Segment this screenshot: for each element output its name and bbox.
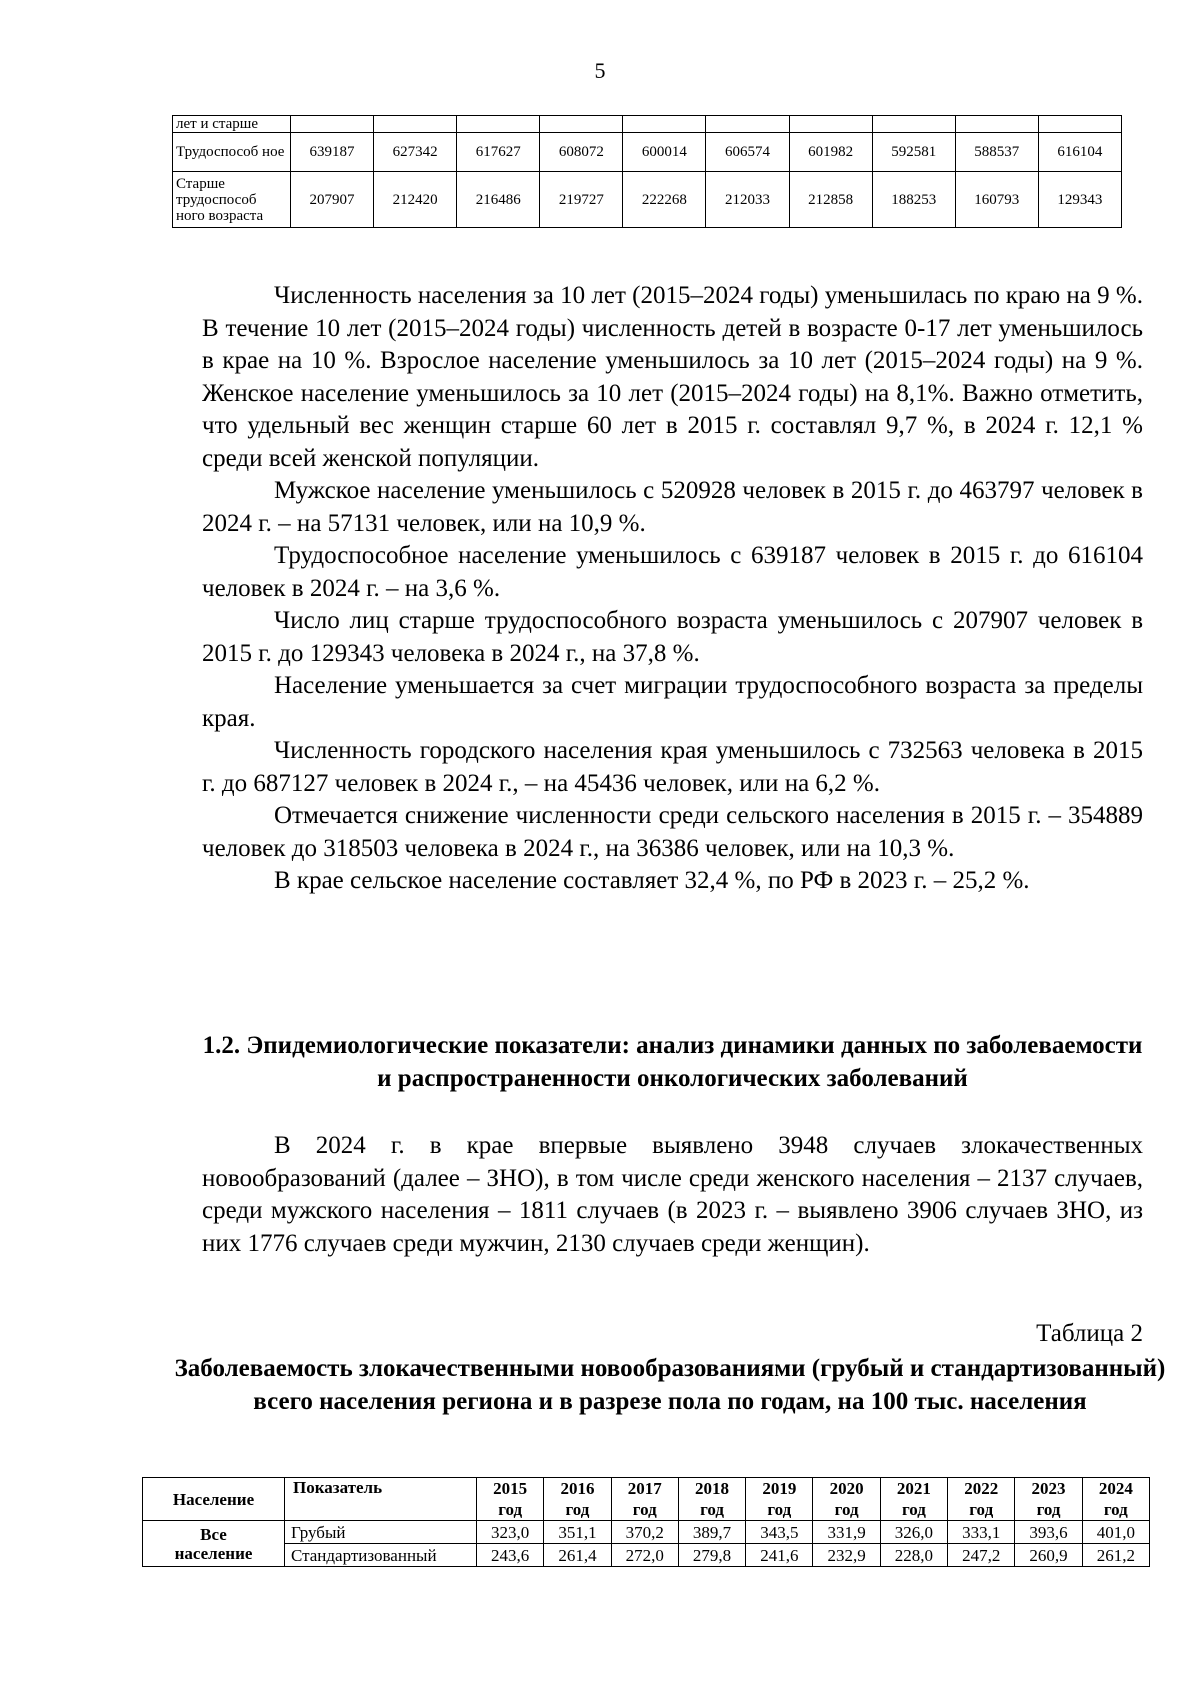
year-value: 2020 (829, 1479, 864, 1498)
group-label-line2: население (174, 1543, 253, 1563)
year-value: 2015 (493, 1479, 528, 1498)
table-cell (623, 116, 706, 133)
table-cell: 608072 (540, 133, 623, 172)
table-label: Таблица 2 (1036, 1320, 1143, 1347)
population-table (172, 115, 1122, 228)
year-suffix: год (1103, 1500, 1128, 1519)
body-text (202, 280, 1143, 898)
table-cell: 232,9 (813, 1544, 880, 1567)
table-cell: 616104 (1038, 133, 1121, 172)
header-indicator: Показатель (285, 1478, 477, 1521)
table-cell: 323,0 (477, 1521, 544, 1544)
table-cell: 260,9 (1015, 1544, 1082, 1567)
table-cell: 592581 (872, 133, 955, 172)
year-header (880, 1478, 947, 1521)
year-header (1082, 1478, 1149, 1521)
year-header (611, 1478, 678, 1521)
table-cell: 393,6 (1015, 1521, 1082, 1544)
year-suffix: год (767, 1500, 792, 1519)
group-label-line1: Все (200, 1524, 227, 1544)
table-cell: 272,0 (611, 1544, 678, 1567)
year-value: 2023 (1031, 1479, 1066, 1498)
year-suffix: год (565, 1500, 590, 1519)
table-cell: 279,8 (678, 1544, 745, 1567)
table-cell: 207907 (291, 172, 374, 228)
paragraph: Отмечается снижение численности среди сельского населения в 2015 г. – 354889 человек до 318503 человека в 2024 г., на 36386 человек, или на 10,3 %. (202, 802, 1143, 862)
table-row (143, 1521, 1150, 1544)
year-value: 2019 (762, 1479, 797, 1498)
incidence-table (142, 1477, 1150, 1567)
row-label: Старше трудоспособ ного возраста (173, 172, 291, 228)
table-cell: 228,0 (880, 1544, 947, 1567)
table-cell: 160793 (955, 172, 1038, 228)
table-row (173, 116, 1122, 133)
table-cell: 401,0 (1082, 1521, 1149, 1544)
table-cell: 588537 (955, 133, 1038, 172)
year-suffix: год (901, 1500, 926, 1519)
year-suffix: год (834, 1500, 859, 1519)
table-cell: 331,9 (813, 1521, 880, 1544)
section-text (202, 1130, 1143, 1260)
table-cell: 639187 (291, 133, 374, 172)
table-cell: 219727 (540, 172, 623, 228)
table-cell: 241,6 (746, 1544, 813, 1567)
table-cell: 627342 (374, 133, 457, 172)
table-title: Заболеваемость злокачественными новообразованиями (грубый и стандартизованный) всего населения региона и в разрезе пола по годам, на 100 тыс. населения (174, 1355, 1166, 1415)
row-label: Трудоспособ ное (173, 133, 291, 172)
table-cell: 243,6 (477, 1544, 544, 1567)
table-cell: 343,5 (746, 1521, 813, 1544)
table-cell: 326,0 (880, 1521, 947, 1544)
population-group (143, 1521, 285, 1567)
table-cell: 212858 (789, 172, 872, 228)
table-row (143, 1544, 1150, 1567)
year-suffix: год (969, 1500, 994, 1519)
year-header (948, 1478, 1015, 1521)
year-header (746, 1478, 813, 1521)
year-header (813, 1478, 880, 1521)
table-cell (789, 116, 872, 133)
paragraph: Численность городского населения края уменьшилось с 732563 человека в 2015 г. до 687127 человек в 2024 г., – на 45436 человек, или на 6,2 %. (202, 737, 1143, 797)
table-cell: 601982 (789, 133, 872, 172)
table-cell: 606574 (706, 133, 789, 172)
table-cell: 351,1 (544, 1521, 611, 1544)
paragraph: Мужское население уменьшилось с 520928 человек в 2015 г. до 463797 человек в 2024 г. – на 57131 человек, или на 10,9 %. (202, 477, 1143, 537)
paragraph: В крае сельское население составляет 32,4 %, по РФ в 2023 г. – 25,2 %. (274, 867, 1030, 894)
section-heading: 1.2. Эпидемиологические показатели: анализ динамики данных по заболеваемости и распространенности онкологических заболеваний (202, 1032, 1143, 1092)
year-header (544, 1478, 611, 1521)
table-cell: 212033 (706, 172, 789, 228)
year-header (678, 1478, 745, 1521)
table-cell: 389,7 (678, 1521, 745, 1544)
year-value: 2016 (560, 1479, 595, 1498)
year-suffix: год (498, 1500, 523, 1519)
year-suffix: год (1036, 1500, 1061, 1519)
table-cell: 247,2 (948, 1544, 1015, 1567)
table-cell (540, 116, 623, 133)
year-suffix: год (700, 1500, 724, 1519)
year-header (477, 1478, 544, 1521)
table-row (173, 172, 1122, 228)
table-cell: 370,2 (611, 1521, 678, 1544)
table-cell: 600014 (623, 133, 706, 172)
year-value: 2021 (896, 1479, 931, 1498)
table-cell: 188253 (872, 172, 955, 228)
header-population: Население (143, 1478, 285, 1521)
table-cell: 222268 (623, 172, 706, 228)
table-header-row (143, 1478, 1150, 1521)
table-cell: 129343 (1038, 172, 1121, 228)
indicator-label: Грубый (285, 1521, 477, 1544)
table-row (173, 133, 1122, 172)
year-value: 2017 (627, 1479, 662, 1498)
table-cell: 617627 (457, 133, 540, 172)
table-cell (374, 116, 457, 133)
paragraph: Число лиц старше трудоспособного возраста уменьшилось с 207907 человек в 2015 г. до 129343 человека в 2024 г., на 37,8 %. (202, 607, 1143, 667)
paragraph: Трудоспособное население уменьшилось с 639187 человек в 2015 г. до 616104 человек в 2024 г. – на 3,6 %. (202, 542, 1143, 602)
table-cell (457, 116, 540, 133)
table-cell (872, 116, 955, 133)
table-cell: 261,4 (544, 1544, 611, 1567)
paragraph: В 2024 г. в крае впервые выявлено 3948 случаев злокачественных новообразований (далее – ЗНО), в том числе среди женского населения – 2137 случаев, среди мужского населения – 1811 случаев (в 2023 г. – выявлено 3906 случаев ЗНО, из них 1776 случаев среди мужчин, 2130 случаев среди женщин). (202, 1132, 1143, 1257)
table-cell (706, 116, 789, 133)
table-cell: 333,1 (948, 1521, 1015, 1544)
year-value: 2022 (964, 1479, 999, 1498)
table-cell (291, 116, 374, 133)
year-value: 2024 (1098, 1479, 1133, 1498)
paragraph: Население уменьшается за счет миграции трудоспособного возраста за пределы края. (202, 672, 1143, 732)
table-cell: 261,2 (1082, 1544, 1149, 1567)
table-cell (1038, 116, 1121, 133)
year-header (1015, 1478, 1082, 1521)
row-label: лет и старше (173, 116, 291, 133)
page-number: 5 (594, 58, 606, 83)
paragraph: Численность населения за 10 лет (2015–2024 годы) уменьшилась по краю на 9 %. В течение 10 лет (2015–2024 годы) численность детей в возрасте 0-17 лет уменьшилось в крае на 10 %. Взрослое население уменьшилось за 10 лет (2015–2024 годы) на 9 %. Женское население уменьшилось за 10 лет (2015–2024 годы) на 8,1%. Важно отметить, что удельный вес женщин старше 60 лет в 2015 г. составлял 9,7 %, в 2024 г. 12,1 % среди всей женской популяции. (202, 282, 1143, 472)
table-cell: 212420 (374, 172, 457, 228)
year-suffix: год (632, 1500, 657, 1519)
year-value: 2018 (695, 1479, 730, 1498)
table-cell (955, 116, 1038, 133)
indicator-label: Стандартизованный (285, 1544, 477, 1567)
table-cell: 216486 (457, 172, 540, 228)
